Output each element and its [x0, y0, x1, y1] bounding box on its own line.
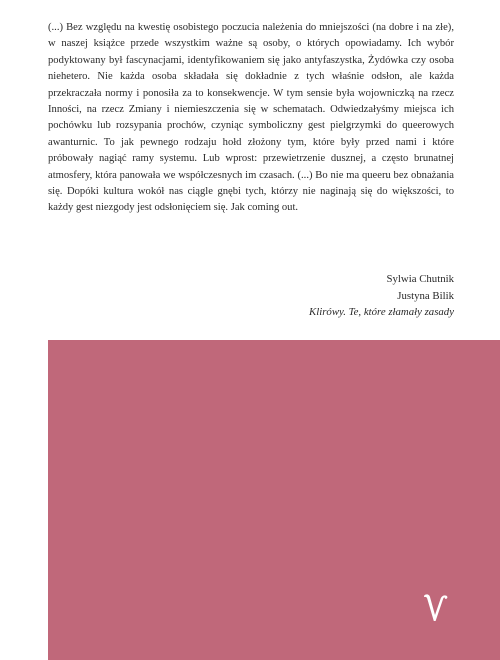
publisher-logo-icon: [421, 588, 449, 628]
author-name: Justyna Bilik: [397, 289, 454, 302]
author-name: Sylwia Chutnik: [386, 273, 454, 285]
attribution: [309, 271, 454, 321]
blurb-text: (...) Bez względu na kwestię osobistego poczucia należenia do mniejszości (na dobre i na złe), w naszej książce przede wszystkim ważne są osoby, o których opowiadamy. Ich wybór podyktowany był fascynacjami, identyfikowaniem się jako antyfaszystka, Żydówka czy osoba niehetero. Nie każda osoba składała się dokładnie z tych właśnie odsłon, ale każda przekraczała normy i ponosiła za to konsekwencje. W tym sensie była wojowniczką na rzecz Inności, na rzecz Zmiany i niemieszczenia się w schematach. Odwiedzałyśmy miejsca ich pochówku lub rozsypania prochów, czyniąc symboliczny gest pielgrzymki do queerowych awanturnic. To jak pewnego rodzaju hołd złożony tym, które były przed nami i które próbowały nagiąć ramy systemu. Lub wprost: przewietrzenie dusznej, a często brunatnej atmosfery, która panowała we współczesnych im czasach. (...) Bo nie ma queeru bez obnażania się. Dopóki kultura wokół nas ciągle gnębi tych, którzy nie naginają się do większości, to każdy gest niezgody jest odsłonięciem się. Jak coming out.: [48, 22, 454, 214]
book-title: Klirówy. Te, które złamały zasady: [309, 306, 454, 318]
